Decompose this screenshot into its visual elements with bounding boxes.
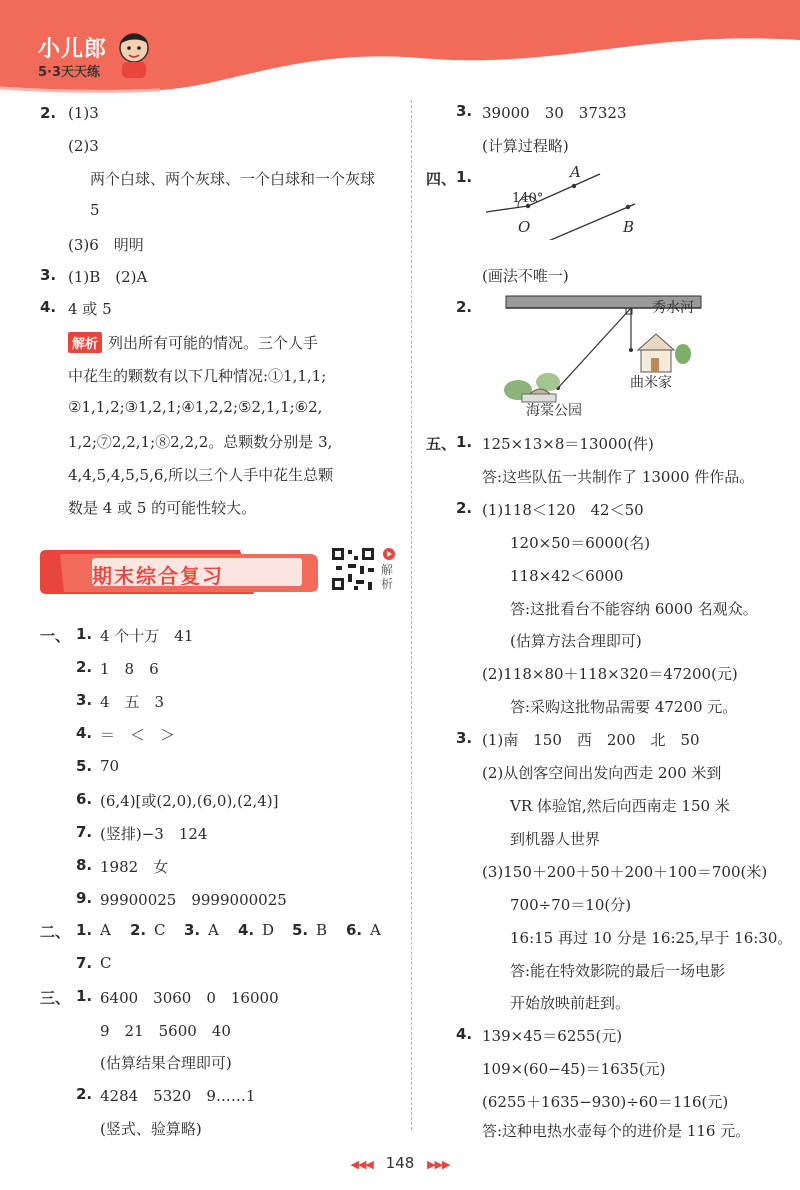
brand-logo	[38, 32, 107, 80]
s5-q2-answer1: 答:这批看台不能容纳 6000 名观众。	[510, 600, 758, 618]
s1-item-answer: (6,4)[或(2,0),(6,0),(2,4)]	[100, 792, 279, 810]
s5-q4-line2: 109×(60−45)＝1635(元)	[482, 1060, 666, 1078]
play-icon	[383, 548, 395, 560]
s4-q2-number: 2.	[456, 298, 473, 316]
s2-item-answer: D	[262, 921, 275, 939]
analysis-line-5: 4,4,5,4,5,5,6,所以三个人手中花生总颗	[68, 466, 334, 484]
s2-item-answer: A	[100, 921, 111, 939]
s5-q2-line1: (1)118＜120 42＜50	[482, 501, 644, 519]
q2-part1: (1)3	[68, 104, 99, 122]
s2-item-number: 1.	[76, 921, 93, 939]
home-label: 曲米家	[630, 375, 672, 391]
s5-q1-number: 1.	[456, 433, 473, 451]
s1-item-number: 7.	[76, 823, 93, 841]
s1-item-answer: 1982 女	[100, 858, 169, 876]
r-q3-note: (计算过程略)	[482, 137, 569, 155]
s5-q1-calc: 125×13×8＝13000(件)	[482, 435, 654, 453]
logo-title: 小儿郎	[38, 37, 108, 62]
s2-item-number: 6.	[346, 921, 363, 939]
s5-q3-line4: 到机器人世界	[510, 830, 601, 848]
point-o-label: O	[518, 218, 531, 236]
analysis-line-6: 数是 4 或 5 的可能性较大。	[68, 499, 257, 517]
s1-item-answer: 70	[100, 757, 120, 775]
s1-item-number: 9.	[76, 889, 93, 907]
s2-item-answer: A	[208, 921, 219, 939]
s1-item-number: 5.	[76, 757, 93, 775]
point-a-label: A	[570, 163, 581, 181]
s1-item-answer: ＝ ＜ ＞	[100, 726, 176, 744]
s2-q7-answer: C	[100, 954, 112, 972]
analysis-line-2: 中花生的颗数有以下几种情况:①1,1,1;	[68, 367, 327, 385]
s5-q3-line3: VR 体验馆,然后向西南走 150 米	[510, 797, 730, 815]
s3-q1-line1: 6400 3060 0 16000	[100, 989, 279, 1007]
r-q3-answer: 39000 30 37323	[482, 104, 627, 122]
q4-number: 4.	[40, 298, 57, 316]
s2-item-answer: C	[154, 921, 166, 939]
s2-item-number: 3.	[184, 921, 201, 939]
page-footer	[0, 1154, 800, 1172]
column-divider	[411, 100, 412, 1130]
s3-q2-number: 2.	[76, 1085, 93, 1103]
next-arrows-icon: ▶▶▶	[427, 1158, 450, 1171]
section-1-head: 一、	[40, 627, 71, 645]
s5-q3-line9: 开始放映前赶到。	[510, 994, 631, 1012]
section-title: 期末综合复习	[92, 564, 224, 588]
s5-q2-line3: 118×42＜6000	[510, 567, 624, 585]
s4-q1-number: 1.	[456, 168, 473, 186]
s5-q4-line3: (6255＋1635−930)÷60＝116(元)	[482, 1093, 729, 1111]
s5-q3-line2: (2)从创客空间出发向西走 200 米到	[482, 764, 722, 782]
s1-item-number: 6.	[76, 790, 93, 808]
s5-q2-note: (估算方法合理即可)	[510, 632, 642, 650]
prev-arrows-icon: ◀◀◀	[350, 1158, 373, 1171]
r-q3-number: 3.	[456, 102, 473, 120]
analysis-line-4: 1,2;⑦2,2,1;⑧2,2,2。总颗数分别是 3,	[68, 433, 333, 451]
s2-item-number: 4.	[238, 921, 255, 939]
s5-q2-line2: 120×50＝6000(名)	[510, 534, 651, 552]
s3-q2-note: (竖式、验算略)	[100, 1120, 202, 1138]
q3-answer: (1)B (2)A	[68, 268, 148, 286]
s5-q2-line4: (2)118×80＋118×320＝47200(元)	[482, 665, 738, 683]
s1-item-number: 3.	[76, 691, 93, 709]
q2-part2: (2)3	[68, 137, 99, 155]
park-label: 海棠公园	[526, 403, 582, 419]
s1-item-answer: 99900025 9999000025	[100, 891, 287, 909]
point-b-label: B	[623, 218, 635, 236]
q2-number: 2.	[40, 104, 57, 122]
section-2-head: 二、	[40, 923, 71, 941]
s1-item-number: 1.	[76, 625, 93, 643]
angle-diagram	[480, 160, 640, 240]
s2-item-number: 5.	[292, 921, 309, 939]
q2-part2-count: 5	[90, 201, 100, 219]
section-3-head: 三、	[40, 989, 71, 1007]
s2-item-number: 2.	[130, 921, 147, 939]
s3-q1-number: 1.	[76, 987, 93, 1005]
qr-code-icon[interactable]	[330, 546, 376, 592]
s5-q4-line1: 139×45＝6255(元)	[482, 1027, 623, 1045]
angle-label: 140°	[512, 191, 544, 206]
s5-q3-line6: 700÷70＝10(分)	[510, 896, 632, 914]
s5-q3-line7: 16:15 再过 10 分是 16:25,早于 16:30。	[510, 929, 793, 947]
q2-part2-answer: 两个白球、两个灰球、一个白球和一个灰球	[90, 170, 376, 188]
analysis-line-1: 解析 列出所有可能的情况。三个人手	[68, 332, 318, 353]
s5-q2-number: 2.	[456, 499, 473, 517]
s2-item-answer: B	[316, 921, 328, 939]
river-label: 秀水河	[652, 300, 694, 316]
s3-q1-line2: 9 21 5600 40	[100, 1022, 231, 1040]
s5-q3-number: 3.	[456, 729, 473, 747]
qr-label: 解析	[381, 563, 394, 591]
q3-number: 3.	[40, 266, 57, 284]
s5-q2-answer2: 答:采购这批物品需要 47200 元。	[510, 698, 738, 716]
s1-item-answer: 1 8 6	[100, 660, 159, 678]
s5-q3-line5: (3)150＋200＋50＋200＋100＝700(米)	[482, 863, 768, 881]
mascot-icon	[112, 28, 156, 80]
s5-q1-answer: 答:这些队伍一共制作了 13000 件作品。	[482, 468, 755, 486]
page-header	[0, 0, 800, 95]
logo-subtitle: 5·3天天练	[38, 65, 101, 80]
analysis-line-3: ②1,1,2;③1,2,1;④1,2,2;⑤2,1,1;⑥2,	[68, 398, 323, 416]
s3-q2-line1: 4284 5320 9……1	[100, 1087, 256, 1105]
s1-item-number: 4.	[76, 724, 93, 742]
s3-q1-note: (估算结果合理即可)	[100, 1054, 232, 1072]
q4-answer: 4 或 5	[68, 300, 112, 318]
s2-q7-number: 7.	[76, 954, 93, 972]
page-number: 148	[385, 1154, 415, 1172]
s5-q4-number: 4.	[456, 1025, 473, 1043]
s1-item-number: 2.	[76, 658, 93, 676]
s1-item-answer: 4 五 3	[100, 693, 165, 711]
s5-q3-line8: 答:能在特效影院的最后一场电影	[510, 962, 726, 980]
s5-q3-line1: (1)南 150 西 200 北 50	[482, 731, 700, 749]
s2-item-answer: A	[370, 921, 381, 939]
s5-q4-answer: 答:这种电热水壶每个的进价是 116 元。	[482, 1122, 751, 1140]
s4-q1-note: (画法不唯一)	[482, 267, 569, 285]
section-5-head: 五、	[426, 435, 457, 453]
q2-part3: (3)6 明明	[68, 236, 144, 254]
analysis-tag: 解析	[68, 332, 102, 353]
section-4-head: 四、	[426, 170, 457, 188]
s1-item-number: 8.	[76, 856, 93, 874]
s1-item-answer: (竖排)−3 124	[100, 825, 208, 843]
s1-item-answer: 4 个十万 41	[100, 627, 194, 645]
